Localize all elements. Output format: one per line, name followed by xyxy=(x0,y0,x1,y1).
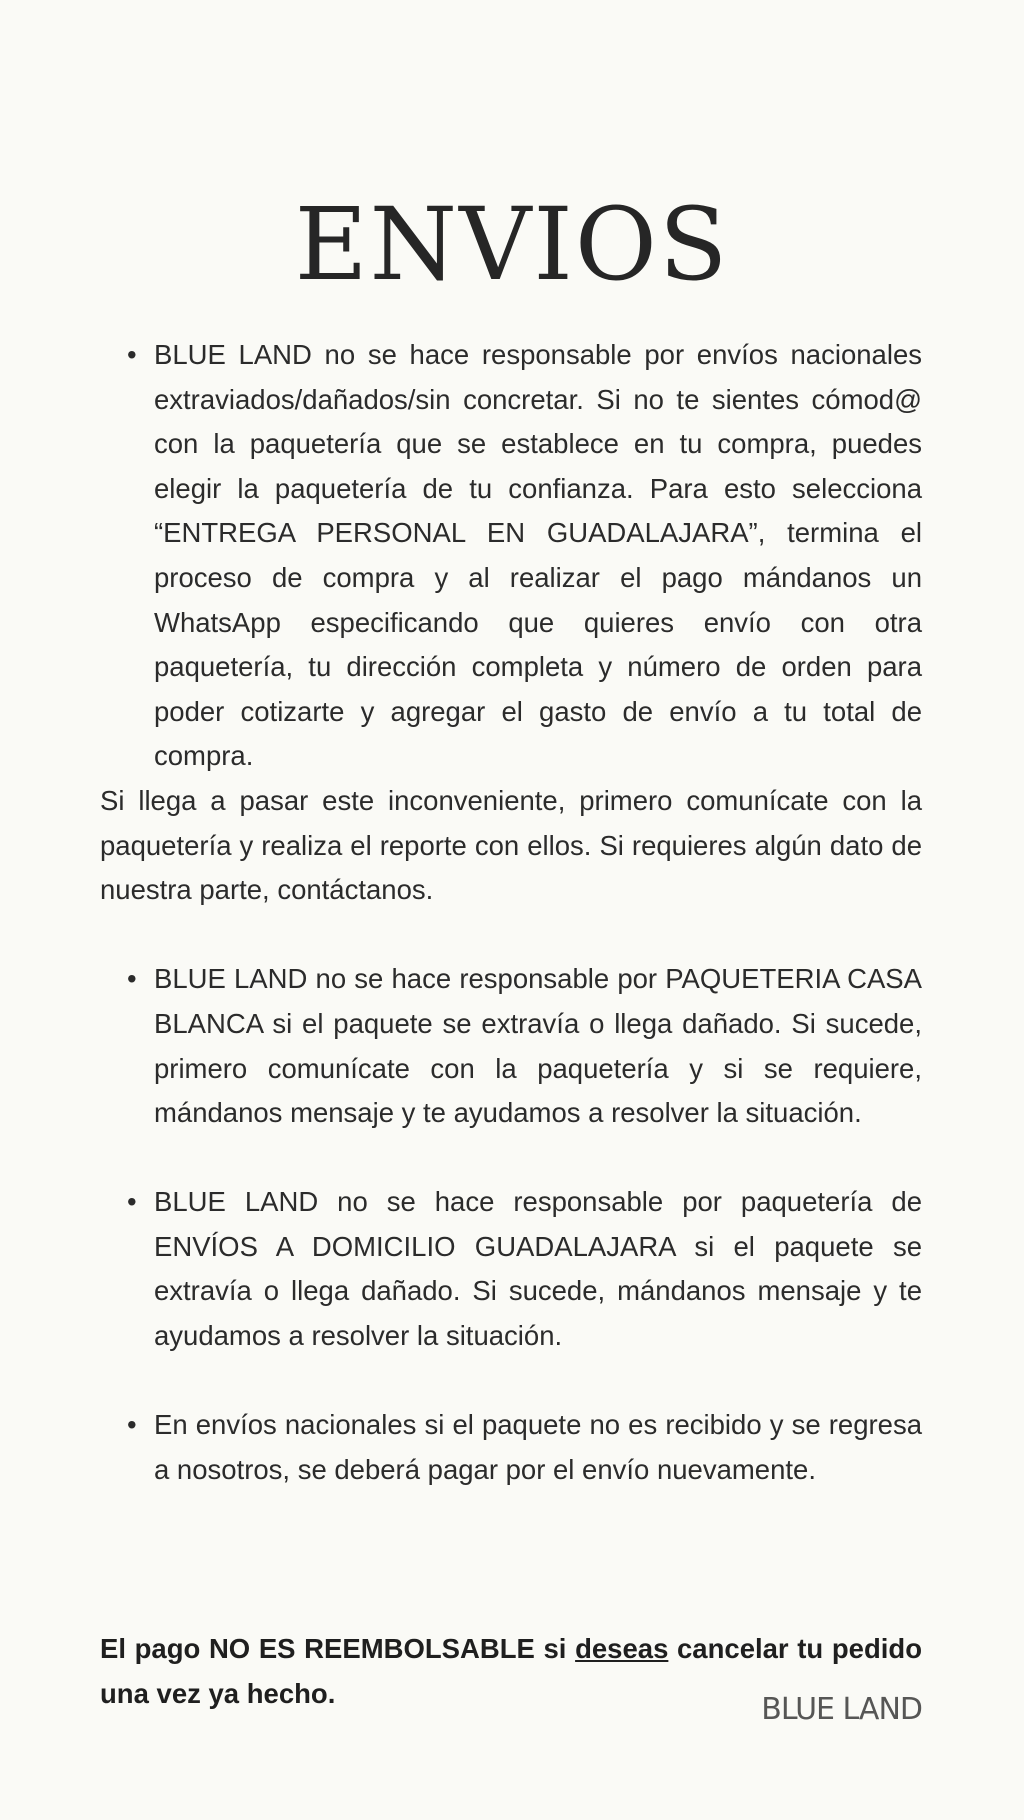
shipping-policy-content xyxy=(100,333,922,1492)
bullet-text: En envíos nacionales si el paquete no es recibido y se regresa a nosotros, se deberá pagar por el envío nuevamente. xyxy=(154,1409,922,1485)
bullet-text: BLUE LAND no se hace responsable por paquetería de ENVÍOS A DOMICILIO GUADALAJARA si el paquete se extravía o llega dañado. Si sucede, mándanos mensaje y te ayudamos a resolver la situación. xyxy=(154,1186,922,1352)
bullet-icon: • xyxy=(127,1409,137,1441)
spacer xyxy=(100,1359,922,1404)
spacer xyxy=(100,913,922,958)
bullet-text: BLUE LAND no se hace responsable por envíos nacionales extraviados/dañados/sin concretar. Si no te sientes cómod@ con la paquetería que se establece en tu compra, puedes elegir la paquetería de tu confianza. Para esto selecciona “ENTREGA PERSONAL EN GUADALAJARA”, termina el proceso de compra y al realizar el pago mándanos un WhatsApp especificando que quieres envío con otra paquetería, tu dirección completa y número de orden para poder cotizarte y agregar el gasto de envío a tu total de compra. xyxy=(154,339,922,772)
bullet-icon: • xyxy=(127,963,137,995)
brand-logo: BLUE LAND xyxy=(761,1692,922,1727)
policy-bullet-national-shipping xyxy=(100,333,922,779)
note-text-end: cancelar tu pedido una vez ya hecho. xyxy=(100,1633,922,1709)
page-title: ENVIOS xyxy=(294,186,730,303)
policy-bullet-casa-blanca xyxy=(100,957,922,1135)
note-underlined-word: deseas xyxy=(575,1633,669,1664)
bullet-icon: • xyxy=(127,339,137,370)
bullet-icon: • xyxy=(127,1186,137,1218)
policy-bullet-returned-package xyxy=(100,1403,922,1492)
policy-bullet-home-delivery-gdl xyxy=(100,1180,922,1358)
bullet-text: BLUE LAND no se hace responsable por PAQUETERIA CASA BLANCA si el paquete se extravía o llega dañado. Si sucede, primero comunícate con la paquetería y si se requiere, mándanos mensaje y te ayudamos a resolver la situación. xyxy=(154,963,922,1129)
spacer xyxy=(100,1136,922,1181)
policy-paragraph-report: Si llega a pasar este inconveniente, primero comunícate con la paquetería y realiza el reporte con ellos. Si requieres algún dato de nuestra parte, contáctanos. xyxy=(100,784,922,906)
note-text-start: El pago NO ES REEMBOLSABLE si xyxy=(100,1633,576,1664)
